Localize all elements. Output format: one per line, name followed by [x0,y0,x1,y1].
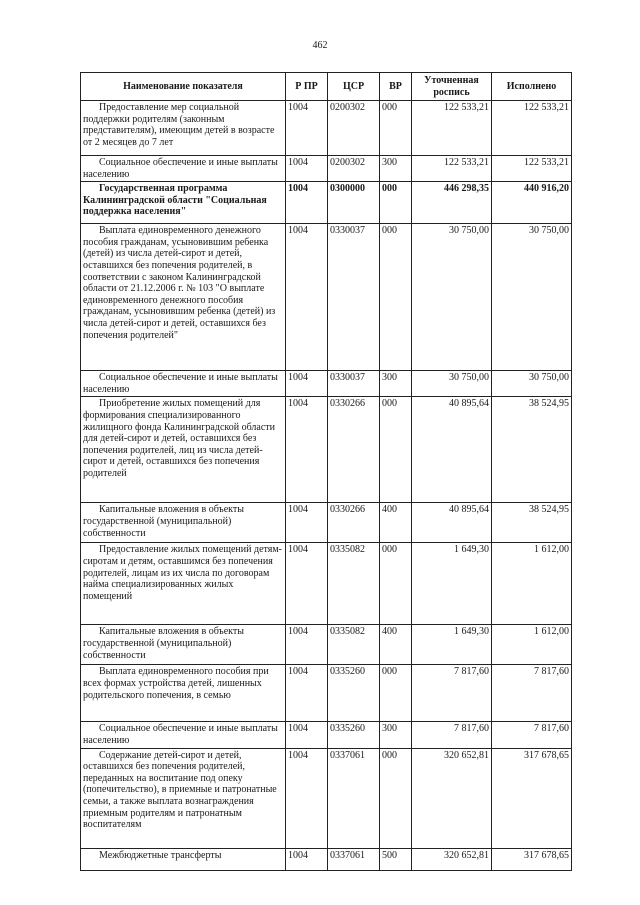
cell-planned: 30 750,00 [412,371,492,397]
table-row [81,182,572,224]
cell-rpr: 1004 [286,182,328,224]
cell-csr: 0335082 [328,543,380,625]
table-row [81,224,572,371]
cell-vr: 500 [380,848,412,870]
table-row [81,503,572,543]
cell-vr: 000 [380,224,412,371]
table-row [81,625,572,665]
cell-name: Государственная программа Калининградской области "Социальная поддержка населения" [81,182,286,224]
cell-vr: 400 [380,625,412,665]
cell-rpr: 1004 [286,848,328,870]
cell-planned: 40 895,64 [412,397,492,503]
cell-csr: 0200302 [328,156,380,182]
cell-csr: 0335082 [328,625,380,665]
cell-csr: 0330266 [328,397,380,503]
table-row [81,543,572,625]
cell-planned: 122 533,21 [412,156,492,182]
cell-executed: 317 678,65 [492,848,572,870]
cell-name: Капитальные вложения в объекты государственной (муниципальной) собственности [81,503,286,543]
cell-planned: 320 652,81 [412,848,492,870]
cell-name: Выплата единовременного пособия при всех формах устройства детей, лишенных родительского попечения, в семью [81,665,286,722]
cell-executed: 38 524,95 [492,397,572,503]
cell-planned: 40 895,64 [412,503,492,543]
cell-rpr: 1004 [286,101,328,156]
cell-vr: 300 [380,371,412,397]
cell-vr: 300 [380,156,412,182]
cell-vr: 000 [380,182,412,224]
cell-name: Межбюджетные трансферты [81,848,286,870]
cell-rpr: 1004 [286,224,328,371]
cell-executed: 30 750,00 [492,371,572,397]
cell-executed: 122 533,21 [492,156,572,182]
cell-name: Выплата единовременного денежного пособия гражданам, усыновившим ребенка (детей) из числа детей-сирот и детей, оставшихся без попечения родителей, в соответствии с законом Калининградской области от 21.12.2006 г. № 103 "О выплате единовременного денежного пособия гражданам, усыновившим ребенка (детей) из числа детей-сирот и детей, оставшихся без попечения родителей" [81,224,286,371]
cell-executed: 1 612,00 [492,543,572,625]
cell-executed: 122 533,21 [492,101,572,156]
header-name: Наименование показателя [81,73,286,101]
cell-csr: 0337061 [328,748,380,848]
cell-vr: 000 [380,101,412,156]
cell-csr: 0330266 [328,503,380,543]
cell-csr: 0335260 [328,722,380,748]
cell-name: Социальное обеспечение и иные выплаты населению [81,371,286,397]
cell-executed: 7 817,60 [492,665,572,722]
cell-vr: 400 [380,503,412,543]
cell-vr: 300 [380,722,412,748]
cell-planned: 7 817,60 [412,722,492,748]
page-number: 462 [312,40,328,51]
header-vr: ВР [380,73,412,101]
cell-rpr: 1004 [286,748,328,848]
table-row [81,665,572,722]
cell-csr: 0335260 [328,665,380,722]
cell-executed: 38 524,95 [492,503,572,543]
cell-executed: 1 612,00 [492,625,572,665]
cell-rpr: 1004 [286,397,328,503]
cell-csr: 0330037 [328,371,380,397]
cell-planned: 7 817,60 [412,665,492,722]
header-csr: ЦСР [328,73,380,101]
cell-executed: 440 916,20 [492,182,572,224]
cell-executed: 30 750,00 [492,224,572,371]
cell-vr: 000 [380,748,412,848]
cell-rpr: 1004 [286,543,328,625]
cell-name: Приобретение жилых помещений для формирования специализированного жилищного фонда Калининградской области для детей-сирот и детей, оставшихся без попечения родителей, лиц из числа детей-сирот и детей, оставшихся без попечения родителей [81,397,286,503]
cell-rpr: 1004 [286,371,328,397]
cell-csr: 0330037 [328,224,380,371]
cell-rpr: 1004 [286,722,328,748]
cell-name: Капитальные вложения в объекты государственной (муниципальной) собственности [81,625,286,665]
header-executed: Исполнено [492,73,572,101]
cell-planned: 446 298,35 [412,182,492,224]
cell-executed: 317 678,65 [492,748,572,848]
cell-rpr: 1004 [286,625,328,665]
table-row [81,156,572,182]
cell-rpr: 1004 [286,665,328,722]
cell-name: Социальное обеспечение и иные выплаты населению [81,156,286,182]
cell-vr: 000 [380,543,412,625]
cell-vr: 000 [380,665,412,722]
table-row [81,101,572,156]
budget-table [80,72,572,871]
cell-planned: 1 649,30 [412,625,492,665]
cell-csr: 0200302 [328,101,380,156]
table-row [81,371,572,397]
table-row [81,748,572,848]
cell-csr: 0337061 [328,848,380,870]
cell-rpr: 1004 [286,503,328,543]
cell-planned: 320 652,81 [412,748,492,848]
header-planned: Уточненная роспись [412,73,492,101]
cell-vr: 000 [380,397,412,503]
cell-planned: 30 750,00 [412,224,492,371]
header-rpr: Р ПР [286,73,328,101]
cell-planned: 1 649,30 [412,543,492,625]
cell-name: Содержание детей-сирот и детей, оставшихся без попечения родителей, переданных на воспитание под опеку (попечительство), в приемные и патронатные семьи, а также выплата вознаграждения приемным родителям и патронатным воспитателям [81,748,286,848]
table-row [81,848,572,870]
cell-planned: 122 533,21 [412,101,492,156]
cell-rpr: 1004 [286,156,328,182]
cell-name: Социальное обеспечение и иные выплаты населению [81,722,286,748]
cell-name: Предоставление мер социальной поддержки родителям (законным представителям), имеющим детей в возрасте от 2 месяцев до 7 лет [81,101,286,156]
table-row [81,397,572,503]
table-row [81,722,572,748]
cell-csr: 0300000 [328,182,380,224]
table-header-row [81,73,572,101]
cell-name: Предоставление жилых помещений детям-сиротам и детям, оставшимся без попечения родителей, лицам из их числа по договорам найма специализированных жилых помещений [81,543,286,625]
cell-executed: 7 817,60 [492,722,572,748]
